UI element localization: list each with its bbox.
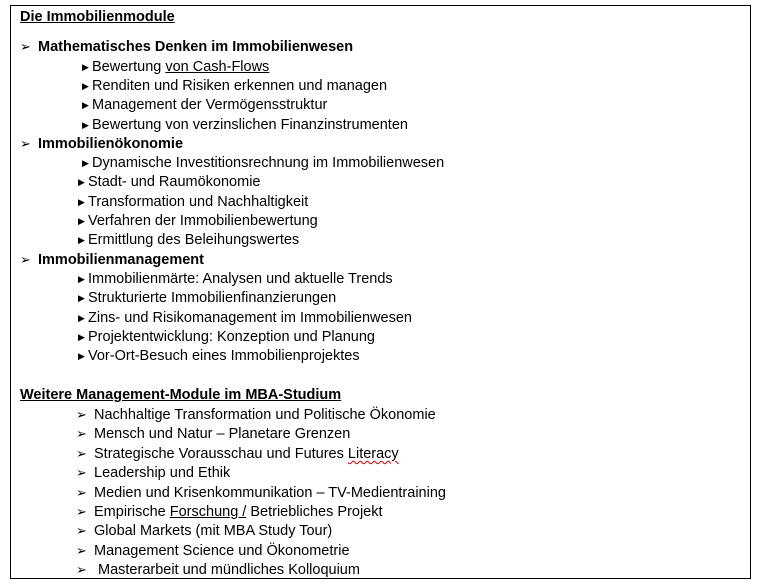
list-item: ▶ Renditen und Risiken erkennen und managen	[82, 78, 388, 94]
triangle-bullet-icon: ▶	[78, 197, 85, 207]
section-heading-oekonomie: ➢ Immobilienökonomie	[20, 136, 184, 152]
list-item: ➢ Global Markets (mit MBA Study Tour)	[76, 523, 333, 539]
list-item: ▶ Ermittlung des Beleihungswertes	[78, 232, 300, 248]
arrow-bullet-icon: ➢	[76, 543, 87, 558]
list-item: ➢ Strategische Vorausschau und Futures Literacy	[76, 446, 399, 462]
triangle-bullet-icon: ▶	[78, 351, 85, 361]
list-item: ➢ Nachhaltige Transformation und Politische Ökonomie	[76, 407, 436, 423]
list-item: ▶ Strukturierte Immobilienfinanzierungen	[78, 290, 337, 306]
list-item: ▶ Dynamische Investitionsrechnung im Immobilienwesen	[82, 155, 445, 171]
arrow-bullet-icon: ➢	[20, 136, 31, 151]
list-item: ➢ Management Science und Ökonometrie	[76, 543, 350, 559]
arrow-bullet-icon: ➢	[20, 39, 31, 54]
list-item: ▶ Zins- und Risikomanagement im Immobilienwesen	[78, 310, 412, 326]
triangle-bullet-icon: ▶	[78, 216, 85, 226]
list-item: ➢ Empirische Forschung / Betriebliches Projekt	[76, 504, 383, 520]
triangle-bullet-icon: ▶	[82, 158, 89, 168]
list-item: ▶ Projektentwicklung: Konzeption und Planung	[78, 329, 375, 345]
list-item: ▶ Verfahren der Immobilienbewertung	[78, 213, 318, 229]
section-heading-math: ➢ Mathematisches Denken im Immobilienwesen	[20, 39, 354, 55]
list-item: ➢ Medien und Krisenkommunikation – TV-Medientraining	[76, 485, 446, 501]
list-item: ▶ Vor-Ort-Besuch eines Immobilienprojektes	[78, 348, 360, 364]
triangle-bullet-icon: ▶	[82, 120, 89, 130]
triangle-bullet-icon: ▶	[82, 100, 89, 110]
arrow-bullet-icon: ➢	[76, 523, 87, 538]
triangle-bullet-icon: ▶	[78, 235, 85, 245]
arrow-bullet-icon: ➢	[76, 446, 87, 461]
section-heading-management: ➢ Immobilienmanagement	[20, 252, 204, 268]
arrow-bullet-icon: ➢	[20, 252, 31, 267]
arrow-bullet-icon: ➢	[76, 562, 87, 577]
list-item: ➢ Leadership und Ethik	[76, 465, 231, 481]
triangle-bullet-icon: ▶	[78, 313, 85, 323]
triangle-bullet-icon: ▶	[82, 62, 89, 72]
list-item: ▶ Management der Vermögensstruktur	[82, 97, 328, 113]
triangle-bullet-icon: ▶	[78, 177, 85, 187]
list-item: ➢ Masterarbeit und mündliches Kolloquium	[76, 562, 360, 578]
arrow-bullet-icon: ➢	[76, 504, 87, 519]
triangle-bullet-icon: ▶	[78, 332, 85, 342]
list-item: ▶ Transformation und Nachhaltigkeit	[78, 194, 309, 210]
triangle-bullet-icon: ▶	[78, 293, 85, 303]
list-item: ▶ Stadt- und Raumökonomie	[78, 174, 261, 190]
triangle-bullet-icon: ▶	[78, 274, 85, 284]
arrow-bullet-icon: ➢	[76, 485, 87, 500]
list-item: ➢ Mensch und Natur – Planetare Grenzen	[76, 426, 351, 442]
page-title: Die Immobilienmodule	[20, 9, 175, 25]
triangle-bullet-icon: ▶	[82, 81, 89, 91]
list-item: ▶ Bewertung von verzinslichen Finanzinstrumenten	[82, 117, 408, 133]
arrow-bullet-icon: ➢	[76, 407, 87, 422]
list-item: ▶ Bewertung von Cash-Flows	[82, 59, 270, 75]
arrow-bullet-icon: ➢	[76, 426, 87, 441]
arrow-bullet-icon: ➢	[76, 465, 87, 480]
further-modules-heading: Weitere Management-Module im MBA-Studium	[20, 387, 342, 403]
list-item: ▶ Immobilienmärte: Analysen und aktuelle Trends	[78, 271, 393, 287]
